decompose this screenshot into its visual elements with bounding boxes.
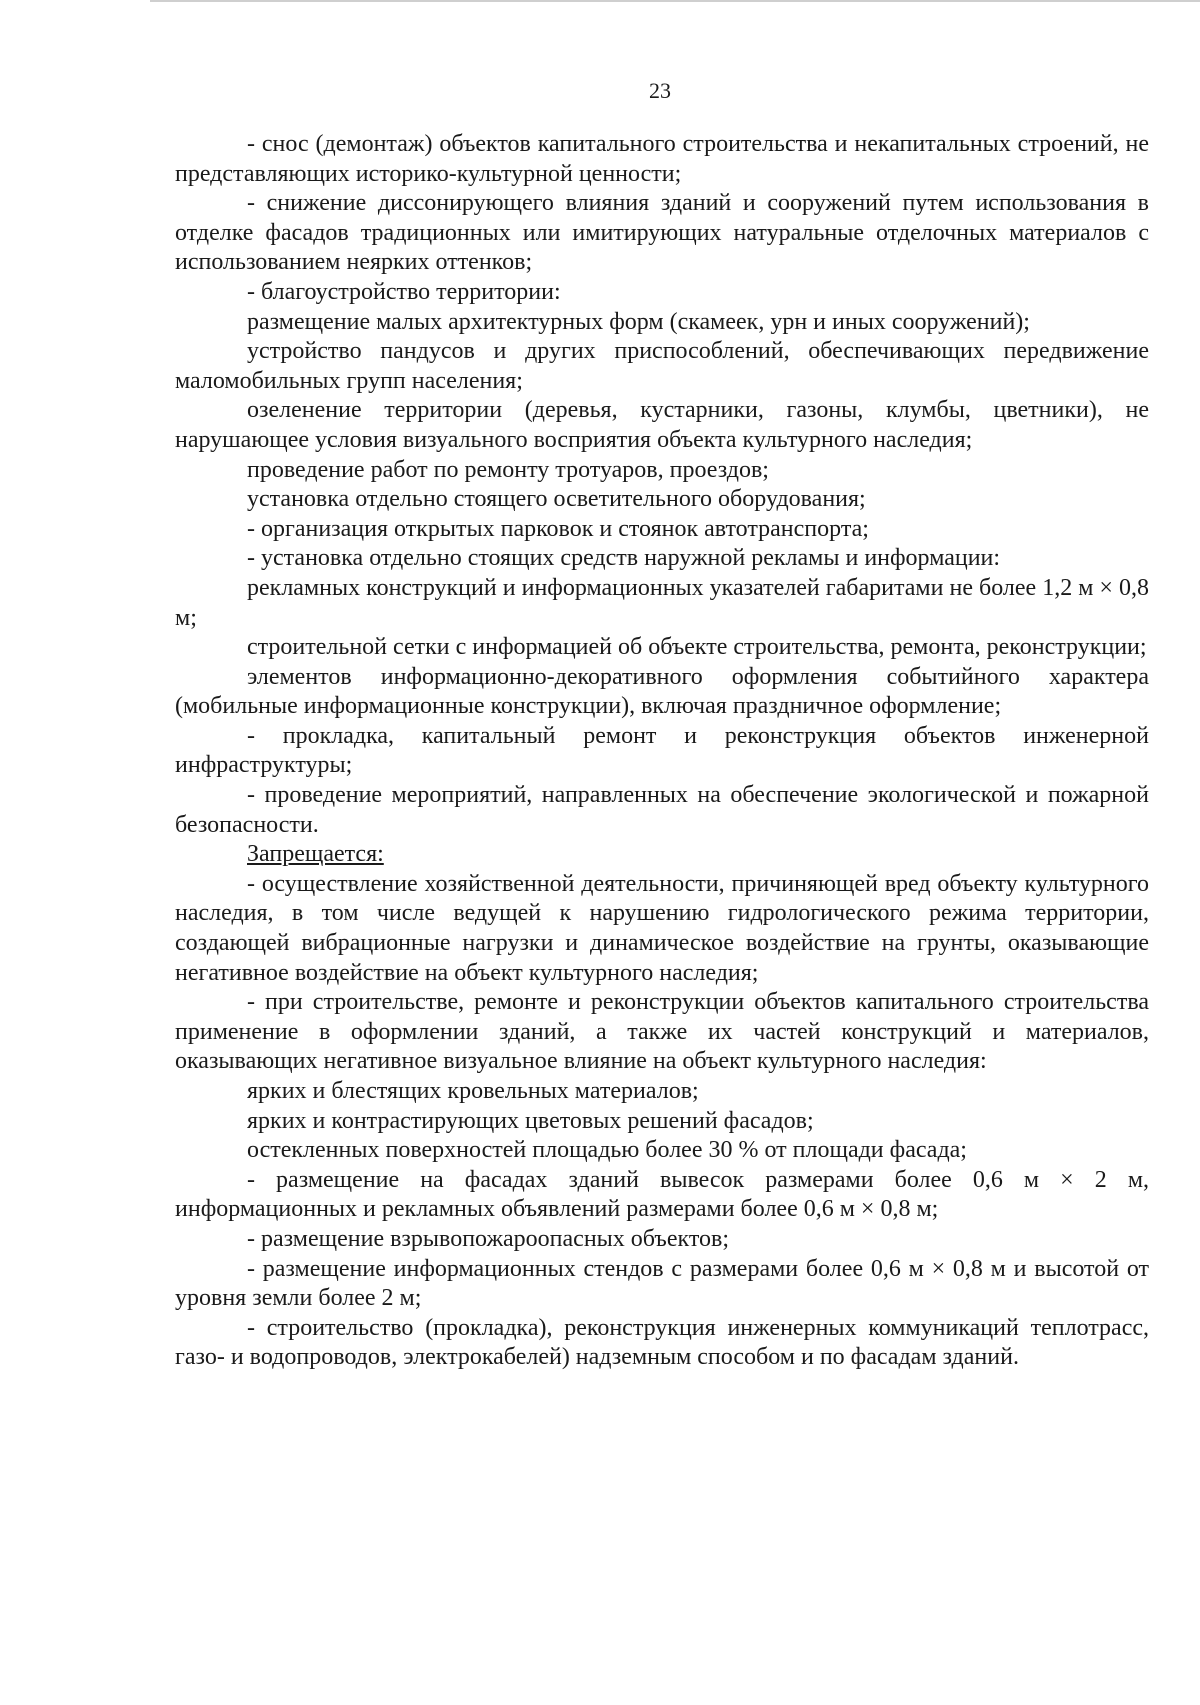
paragraph-landscaping: - благоустройство территории: [247, 278, 561, 305]
paragraph-info-stands: - размещение информационных стендов с размерами более 0,6 м × 0,8 м и высотой от уровня земли более 2 м; [175, 1255, 1149, 1312]
paragraph-advertising: - установка отдельно стоящих средств наружной рекламы и информации: [247, 545, 1001, 572]
document-body [175, 130, 1149, 1373]
prohibited-heading: Запрещается: [247, 841, 384, 868]
paragraph-ramps: устройство пандусов и других приспособлений, обеспечивающих передвижение маломобильных групп населения; [175, 338, 1149, 394]
paragraph-color-solutions: ярких и контрастирующих цветовых решений фасадов; [247, 1107, 814, 1134]
paragraph-lighting: установка отдельно стоящего осветительного оборудования; [247, 486, 866, 513]
paragraph-economic-activity: - осуществление хозяйственной деятельности, причиняющей вред объекту культурного наследия, в том числе ведущей к нарушению гидрологического режима территории, создающей вибрационные нагрузки и динамическое воздействие на грунты, оказывающие негативное воздействие на объект культурного наследия; [175, 870, 1149, 986]
paragraph-decorative-elements: элементов информационно-декоративного оформления событийного характера (мобильные информационные конструкции), включая праздничное оформление; [175, 663, 1149, 720]
paragraph-sidewalk-repair: проведение работ по ремонту тротуаров, проездов; [247, 456, 769, 483]
paragraph-infrastructure: - прокладка, капитальный ремонт и реконструкция объектов инженерной инфраструктуры; [175, 722, 1149, 779]
paragraph-construction-materials: - при строительстве, ремонте и реконструкции объектов капитального строительства применение в оформлении зданий, а также их частей конструкций и материалов, оказывающих негативное визуальное влияние на объект культурного наследия: [175, 989, 1149, 1075]
paragraph-roof-materials: ярких и блестящих кровельных материалов; [247, 1078, 699, 1104]
paragraph-glazing: остекленных поверхностей площадью более 30 % от площади фасада; [247, 1137, 967, 1164]
paragraph-dissonance-reduction: - снижение диссонирующего влияния зданий и сооружений путем использования в отделке фасадов традиционных или имитирующих натуральные отделочных материалов с использованием неярких оттенков; [175, 190, 1149, 276]
paragraph-explosive-objects: - размещение взрывопожароопасных объектов; [247, 1225, 729, 1252]
paragraph-small-forms: размещение малых архитектурных форм (скамеек, урн и иных сооружений); [247, 308, 1030, 335]
paragraph-ad-structures: рекламных конструкций и информационных указателей габаритами не более 1,2 м × 0,8 м; [175, 574, 1149, 631]
scan-edge-line [150, 0, 1200, 2]
paragraph-parking: - организация открытых парковок и стоянок автотранспорта; [247, 515, 869, 542]
page-number: 23 [649, 78, 671, 103]
paragraph-safety: - проведение мероприятий, направленных на обеспечение экологической и пожарной безопасности. [175, 782, 1149, 838]
paragraph-greening: озеленение территории (деревья, кустарники, газоны, клумбы, цветники), не нарушающее условия визуального восприятия объекта культурного наследия; [175, 397, 1149, 453]
paragraph-demolition: - снос (демонтаж) объектов капитального строительства и некапитальных строений, не представляющих историко-культурной ценности; [175, 131, 1149, 187]
paragraph-utilities: - строительство (прокладка), реконструкция инженерных коммуникаций теплотрасс, газо- и водопроводов, электрокабелей) надземным способом и по фасадам зданий. [175, 1314, 1149, 1371]
paragraph-construction-mesh: строительной сетки с информацией об объекте строительства, ремонта, реконструкции; [247, 634, 1147, 661]
paragraph-signboards: - размещение на фасадах зданий вывесок размерами более 0,6 м × 2 м, информационных и рекламных объявлений размерами более 0,6 м × 0,8 м; [175, 1166, 1149, 1223]
